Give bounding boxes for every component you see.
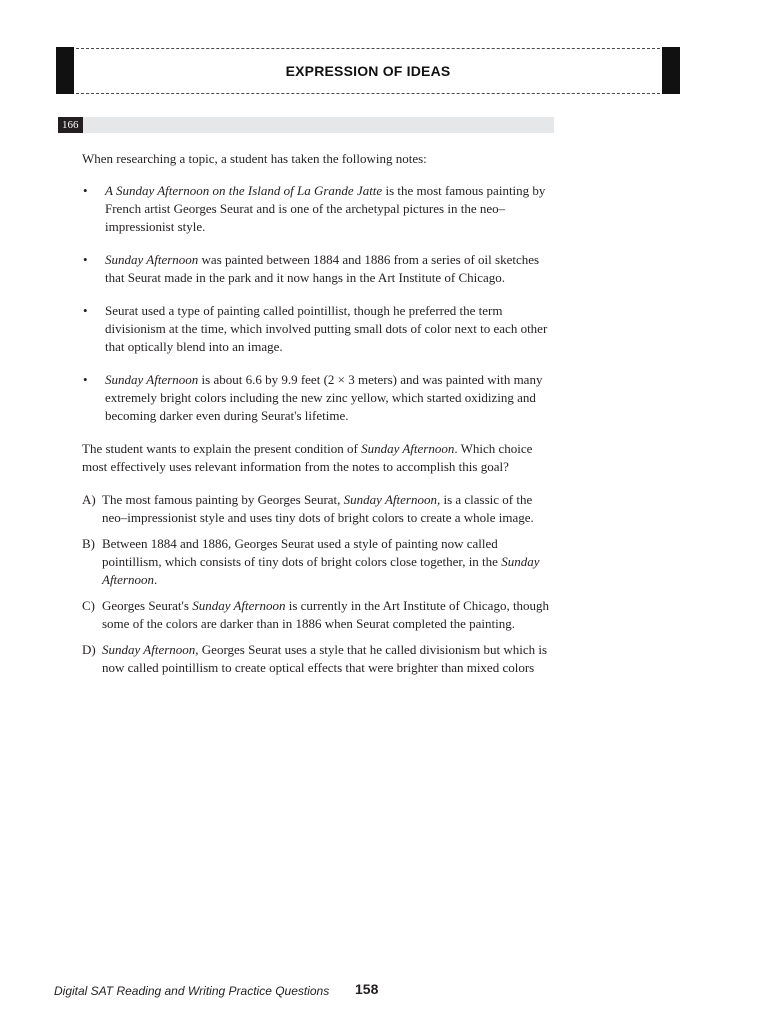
choice-italic: Sunday Afternoon, <box>343 492 441 507</box>
header-bar-right <box>662 47 680 94</box>
question-number: 166 <box>58 117 83 133</box>
note-italic: Sunday Afternoon <box>105 372 199 387</box>
question-text: The student wants to explain the present condition of <box>82 441 362 456</box>
note-item <box>82 302 554 356</box>
choice-c[interactable] <box>82 597 554 633</box>
note-italic: A Sunday Afternoon on the Island of La Grande Jatte <box>105 183 383 198</box>
choice-d[interactable] <box>82 641 554 677</box>
note-text: Seurat used a type of painting called pointillist, though he preferred the term divisionism at the time, which involved putting small dots of color next to each other that optically blend into an image. <box>105 303 548 354</box>
note-text: was painted between 1884 and 1886 from a series of oil sketches that Seurat made in the park and it now hangs in the Art Institute of Chicago. <box>105 252 540 285</box>
note-italic: Sunday Afternoon <box>105 252 199 267</box>
choice-text-end: is a classic of the neo–impressionist style and uses tiny dots of bright colors to create a whole image. <box>102 492 534 525</box>
choice-letter: D) <box>82 642 96 657</box>
section-header <box>56 48 680 94</box>
choice-letter: C) <box>82 598 95 613</box>
note-text: is about 6.6 by 9.9 feet (2 × 3 meters) and was painted with many extremely bright colors including the new zinc yellow, which started oxidizing and becoming darker even during Seurat's lifetime. <box>105 372 543 423</box>
note-item <box>82 371 554 425</box>
footer-book-title: Digital SAT Reading and Writing Practice Questions <box>54 984 330 998</box>
choice-letter: A) <box>82 492 96 507</box>
note-item <box>82 182 554 236</box>
footer-page-number: 158 <box>355 981 379 997</box>
choice-text-end: Georges Seurat uses a style that he called divisionism but which is now called pointillism to create optical effects that were brighter than mixed colors <box>102 642 548 675</box>
choice-italic: Sunday Afternoon <box>102 554 540 587</box>
question-stem <box>82 440 554 476</box>
choice-text: The most famous painting by Georges Seurat, <box>102 492 344 507</box>
choice-b[interactable] <box>82 535 554 589</box>
choice-text: Georges Seurat's <box>102 598 193 613</box>
answer-choices <box>82 491 554 677</box>
question-content <box>82 150 554 685</box>
note-text: is the most famous painting by French artist Georges Seurat and is one of the archetypal pictures in the neo–impressionist style. <box>105 183 546 234</box>
choice-letter: B) <box>82 536 95 551</box>
choice-text-end: is currently in the Art Institute of Chicago, though some of the colors are darker than in 1886 when Seurat completed the painting. <box>102 598 550 631</box>
intro-text: When researching a topic, a student has taken the following notes: <box>82 151 427 166</box>
note-item <box>82 251 554 287</box>
choice-a[interactable] <box>82 491 554 527</box>
choice-italic: Sunday Afternoon <box>192 598 286 613</box>
section-title: EXPRESSION OF IDEAS <box>285 63 451 79</box>
choice-text: Between 1884 and 1886, Georges Seurat used a style of painting now called pointillism, which consists of tiny dots of bright colors close together, in the <box>102 536 502 569</box>
choice-italic: Sunday Afternoon, <box>102 642 199 657</box>
question-number-bar <box>58 117 554 133</box>
notes-list <box>82 182 554 425</box>
question-text-end: . Which choice most effectively uses relevant information from the notes to accomplish this goal? <box>82 441 533 474</box>
question-italic: Sunday Afternoon <box>361 441 455 456</box>
choice-text-end: . <box>154 572 158 587</box>
